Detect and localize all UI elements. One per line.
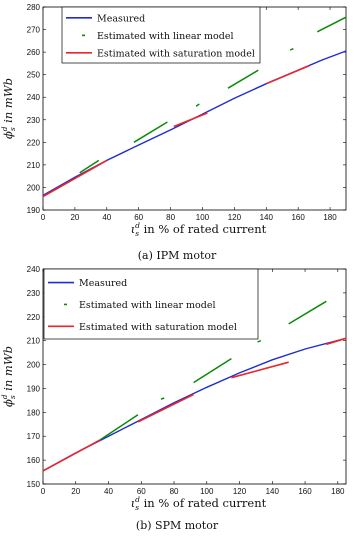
y-tick-label: 220 (26, 312, 40, 322)
legend-label-measured: Measured (79, 278, 128, 290)
x-tick-label: 0 (40, 487, 46, 496)
y-tick-label: 270 (26, 25, 40, 35)
x-tick-label: 160 (298, 487, 312, 496)
x-tick-label: 160 (291, 213, 305, 222)
y-tick-label: 150 (26, 480, 40, 489)
x-tick-label: 120 (232, 487, 247, 496)
ipm-motor-figure (0, 0, 354, 268)
spm-motor-chart (0, 262, 354, 537)
y-axis-label: $\phi_sd$ in mWb (0, 78, 17, 139)
y-tick-label: 220 (26, 138, 40, 148)
y-axis-label: $\phi_sd$ in mWb (0, 346, 17, 407)
x-tick-label: 0 (40, 213, 46, 222)
spm-caption: (b) SPM motor (135, 519, 219, 532)
legend-label-saturation: Estimated with saturation model (79, 321, 237, 333)
y-tick-label: 200 (26, 183, 40, 193)
y-tick-label: 210 (26, 336, 40, 346)
x-tick-label: 60 (136, 487, 146, 496)
spm-motor-figure (0, 262, 354, 537)
x-tick-label: 20 (71, 487, 81, 496)
y-tick-label: 170 (26, 432, 40, 442)
x-tick-label: 100 (195, 213, 210, 222)
y-tick-label: 200 (26, 360, 40, 370)
x-axis-label: $\iota_sd$ in % of rated current (130, 221, 267, 238)
x-tick-label: 140 (259, 213, 273, 222)
x-tick-label: 120 (227, 213, 242, 222)
y-tick-label: 210 (26, 160, 40, 170)
y-tick-label: 160 (26, 456, 40, 466)
y-tick-label: 190 (26, 384, 40, 394)
x-tick-label: 180 (331, 487, 345, 496)
legend-label-linear: Estimated with linear model (97, 30, 234, 42)
legend-label-linear: Estimated with linear model (79, 299, 216, 311)
x-tick-label: 140 (265, 487, 279, 496)
y-tick-label: 180 (26, 408, 40, 418)
y-tick-label: 230 (26, 115, 40, 125)
x-axis-label: $\iota_sd$ in % of rated current (130, 495, 267, 512)
x-tick-label: 20 (70, 213, 80, 222)
x-tick-label: 40 (104, 487, 113, 496)
ipm-caption: (a) IPM motor (137, 249, 217, 262)
x-tick-label: 80 (169, 487, 179, 496)
x-tick-label: 180 (323, 213, 337, 222)
legend-label-measured: Measured (97, 13, 146, 25)
x-tick-label: 100 (200, 487, 214, 496)
x-tick-label: 40 (102, 213, 112, 222)
y-tick-label: 240 (26, 93, 40, 103)
y-tick-label: 230 (26, 288, 40, 298)
x-tick-label: 60 (134, 213, 144, 222)
y-tick-label: 190 (26, 206, 40, 215)
y-tick-label: 280 (26, 3, 40, 12)
y-tick-label: 240 (26, 265, 40, 274)
ipm-motor-chart (0, 0, 354, 268)
x-tick-label: 80 (166, 213, 176, 222)
y-tick-label: 260 (26, 48, 40, 58)
legend-label-saturation: Estimated with saturation model (97, 48, 255, 60)
y-tick-label: 250 (26, 70, 40, 80)
